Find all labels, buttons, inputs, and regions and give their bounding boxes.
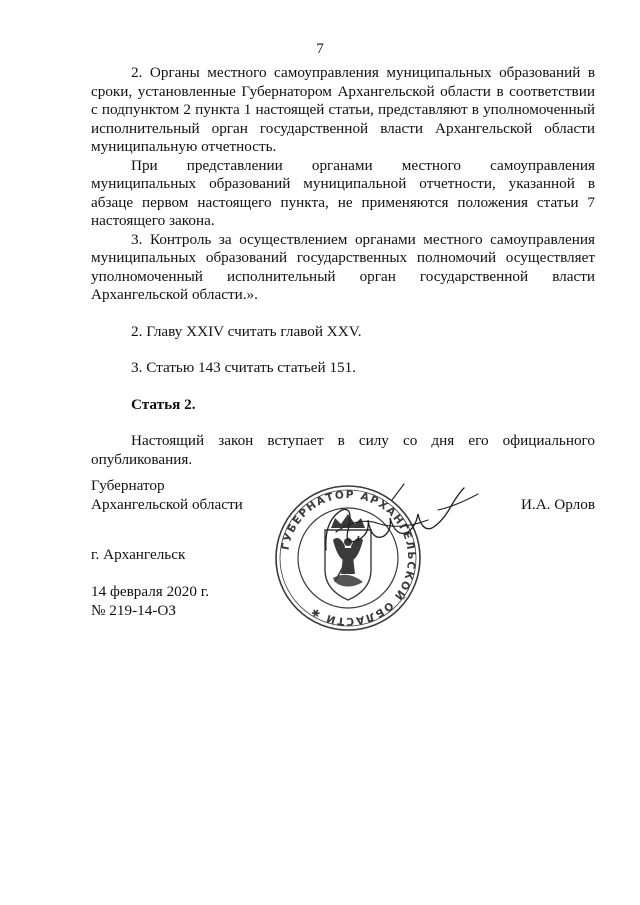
paragraph-chapter-renumber: 2. Главу XXIV считать главой XXV. (131, 322, 362, 340)
page-number: 7 (316, 40, 324, 57)
paragraph-municipal-reporting: 2. Органы местного самоуправления муниципальных образований в сроки, установленные Губернатором Архангельской области в соответствии с подпунктом 2 пункта 1 настоящей статьи, представляют в уполномоченный исполнительный орган государственной власти Архангельской области муниципальную отчетность. (91, 64, 595, 155)
law-number: № 219-14-ОЗ (91, 601, 176, 619)
handwritten-signature (318, 480, 488, 570)
place-of-signing: г. Архангельск (91, 546, 186, 563)
document-body (91, 64, 595, 469)
signatory-name: И.А. Орлов (520, 495, 595, 513)
paragraph-reporting-exemption: При представлении органами местного самоуправления муниципальных образований муниципальной отчетности, указанной в абзаце первом настоящего пункта, не применяются положения статьи 7 настоящего закона. (91, 156, 595, 229)
date-block (91, 583, 209, 620)
signatory-title-line1: Губернатор (91, 477, 165, 494)
paragraph-control: 3. Контроль за осуществлением органами местного самоуправления муниципальных образований государственных полномочий осуществляет уполномоченный исполнительный орган государственной власти Архангельской области.». (91, 230, 595, 303)
signing-date: 14 февраля 2020 г. (91, 583, 210, 600)
svg-text:ГУБЕРНАТОР АРХАНГЕЛЬСКОЙ ОБЛАС: ГУБЕРНАТОР АРХАНГЕЛЬСКОЙ ОБЛАСТИ ✱ (279, 488, 418, 628)
article-text: Настоящий закон вступает в силу со дня его официального опубликования. (91, 432, 595, 468)
paragraph-article-renumber: 3. Статью 143 считать статьей 151. (131, 359, 357, 376)
article-heading: Статья 2. (131, 395, 196, 413)
signatory-title-line2: Архангельской области (91, 495, 243, 513)
